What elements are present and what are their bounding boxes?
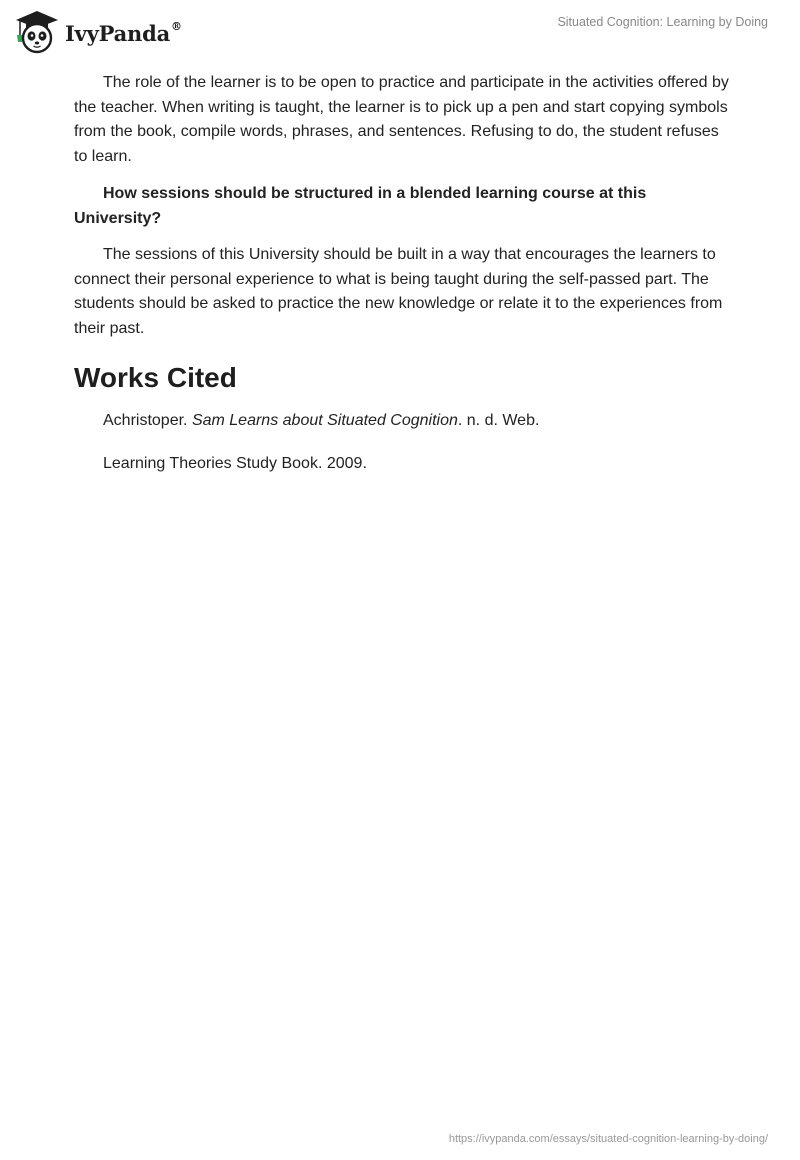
ivypanda-logo[interactable] [14,9,182,55]
works-cited-heading: Works Cited [74,362,237,393]
citation-entry: Learning Theories Study Book. 2009. [103,454,367,472]
citation-details: . n. d. Web. [457,412,540,429]
citation-author: Achristoper. [103,412,192,429]
paragraph-learner-role: The role of the learner is to be open to practice and participate in the activities offered by the teacher. When writing is taught, the learner is to pick up a pen and start copying symbols from the book, compile words, phrases, and sentences. Refusing to do, the student refuses to learn. [74,74,729,165]
logo-wordmark: IvyPanda® [65,19,182,46]
question-heading: How sessions should be structured in a blended learning course at this University? [74,185,647,227]
citation-entry [74,409,734,434]
registered-mark: ® [171,19,182,33]
paragraph-session-structure: The sessions of this University should be built in a way that encourages the learners to connect their personal experience to what is being taught during the self-passed part. The students should be asked to practice the new knowledge or relate it to the experiences from their past. [74,246,723,337]
panda-graduate-icon [14,9,60,55]
source-url-link[interactable]: https://ivypanda.com/essays/situated-cognition-learning-by-doing/ [448,1133,768,1145]
page-header [0,0,800,70]
document-body [74,70,734,476]
running-title: Situated Cognition: Learning by Doing [557,15,768,29]
citation-title: Sam Learns about Situated Cognition [191,412,458,429]
